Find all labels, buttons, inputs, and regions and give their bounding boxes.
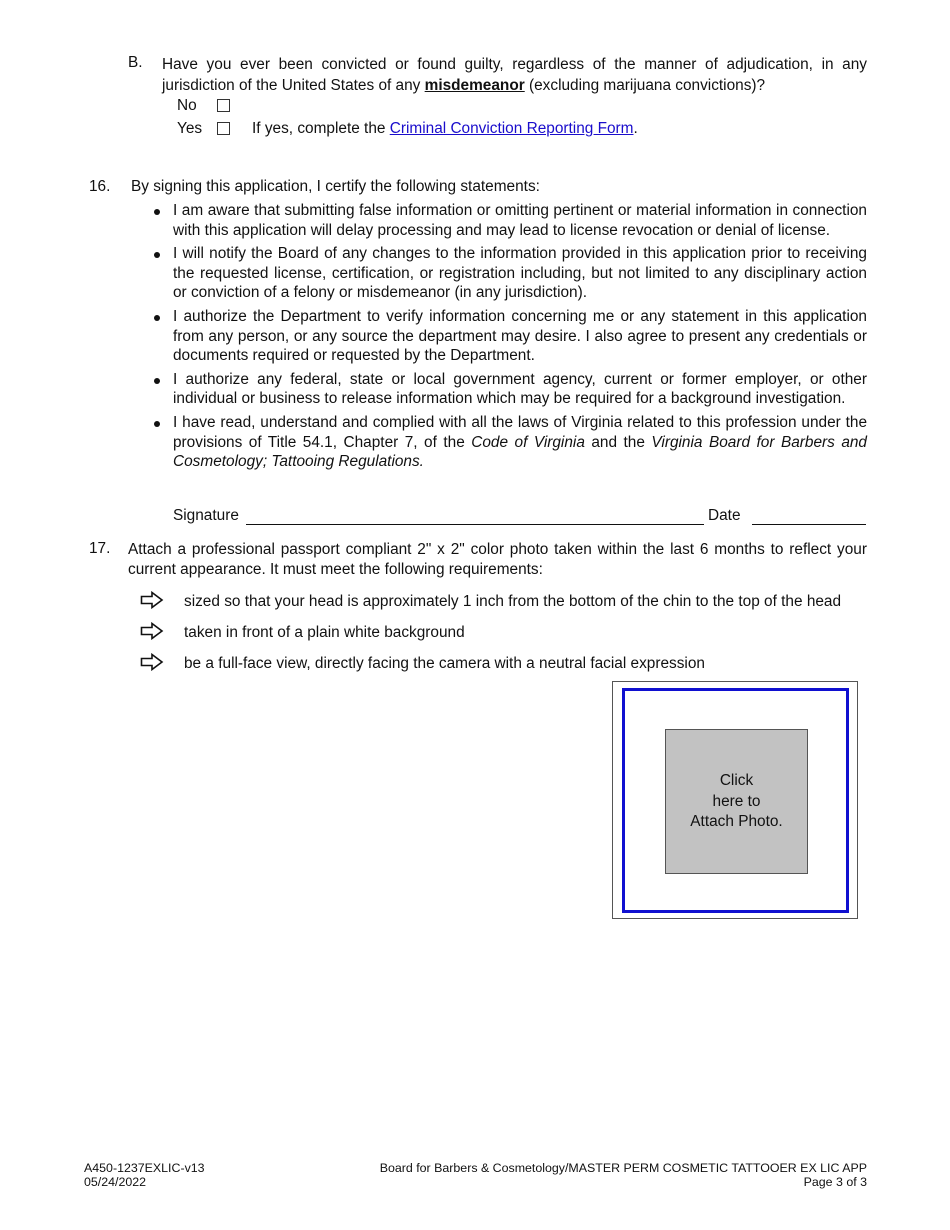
yes-label: Yes <box>177 120 203 137</box>
signature-label: Signature <box>173 507 239 524</box>
page-number: Page 3 of 3 <box>803 1175 867 1189</box>
form-id: A450-1237EXLIC-v13 <box>84 1161 205 1175</box>
bullet-icon <box>154 315 160 321</box>
no-checkbox[interactable] <box>217 99 230 112</box>
signature-field[interactable] <box>246 523 704 525</box>
bullet-icon <box>154 252 160 258</box>
question-15b-text: Have you ever been convicted or found guilty, regardless of the manner of adjudication, in any jurisdiction of the United States of any misdemeanor (excluding marijuana convictions)? <box>162 56 867 94</box>
misdemeanor-emphasis: misdemeanor <box>424 77 525 94</box>
question-16-intro: By signing this application, I certify the following statements: <box>131 178 540 195</box>
arrow-right-icon <box>140 653 164 671</box>
question-17-text: Attach a professional passport compliant 2" x 2" color photo taken within the last 6 months to reflect your current appearance. It must meet the following requirements: <box>128 541 867 578</box>
yes-checkbox[interactable] <box>217 122 230 135</box>
arrow-right-icon <box>140 622 164 640</box>
footer-right <box>380 1161 867 1189</box>
option-yes-row <box>177 120 230 138</box>
list-item: I authorize the Department to verify information concerning me or any statement in this application from any person, or any source the department may desire. I also agree to present any credentials or documents required or requested by the Department. <box>154 307 867 366</box>
certification-list <box>154 201 867 476</box>
date-field[interactable] <box>752 523 866 525</box>
question-15b-letter: B. <box>128 54 143 71</box>
attach-photo-button[interactable]: Click here to Attach Photo. <box>665 729 808 874</box>
list-item: I am aware that submitting false information or omitting pertinent or material information in connection with this application will delay processing and may lead to license revocation or denial of license. <box>154 201 867 240</box>
question-17-number: 17. <box>89 540 111 557</box>
no-label: No <box>177 97 197 114</box>
option-no-row <box>177 97 230 115</box>
list-item: I have read, understand and complied with all the laws of Virginia related to this profession under the provisions of Title 54.1, Chapter 7, of the Code of Virginia and the Virginia Board for Barbers and Cosmetology; Tattooing Regulations. <box>154 413 867 472</box>
arrow-right-icon <box>140 591 164 609</box>
bullet-icon <box>154 378 160 384</box>
criminal-conviction-form-link[interactable]: Criminal Conviction Reporting Form <box>389 120 634 137</box>
footer-left <box>84 1161 205 1189</box>
list-item: I authorize any federal, state or local government agency, current or former employer, or other individual or business to release information which may be required for a background investigation. <box>154 370 867 409</box>
yes-instruction: If yes, complete the Criminal Conviction Reporting Form. <box>252 120 638 137</box>
list-item: I will notify the Board of any changes to the information provided in this application prior to receiving the requested license, certification, or registration including, but not limited to any disciplinary action or conviction of a felony or misdemeanor (in any jurisdiction). <box>154 244 867 303</box>
board-title: Board for Barbers & Cosmetology/MASTER PERM COSMETIC TATTOOER EX LIC APP <box>379 1161 867 1175</box>
bullet-icon <box>154 421 160 427</box>
form-date: 05/24/2022 <box>84 1175 147 1189</box>
date-label: Date <box>708 507 741 524</box>
question-16-number: 16. <box>89 178 111 195</box>
bullet-icon <box>154 209 160 215</box>
